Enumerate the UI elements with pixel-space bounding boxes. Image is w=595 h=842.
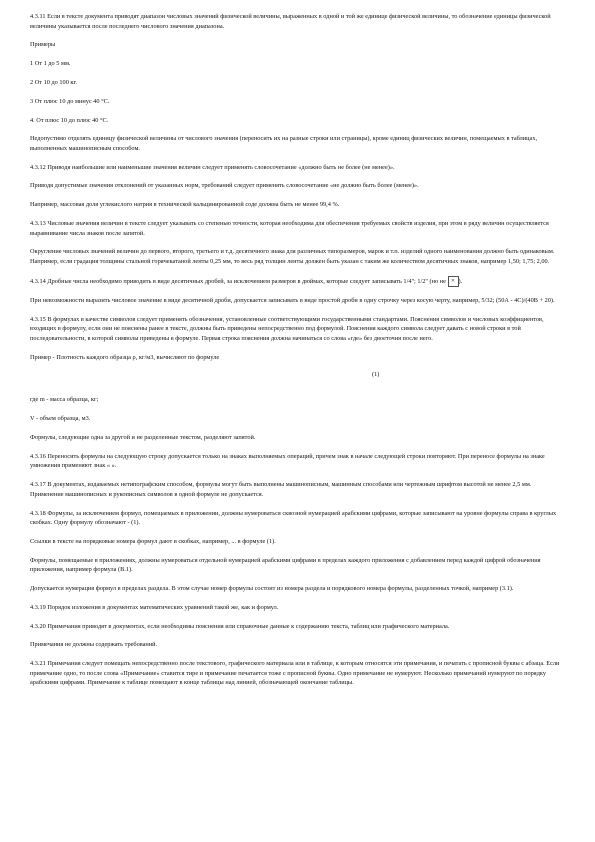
paragraph-formulas-comma: Формулы, следующие одна за другой и не разделенные текстом, разделяют запятой. [30,434,256,442]
paragraph-4-3-21: 4.3.21 Примечания следует помещать непосредственно после текстового, графического материала или в таблице, к которым относятся эти примечания, и печатать с прописной буквы с абзаца. Если примечание одно, то после слова «Примечание» ставится тире и примечание печатается тоже с прописной буквы. Одно примечание не нумеруют. Несколько примечаний нумеруют по порядку арабскими цифрами. Примечание к таблице помещают в конце таблицы над линией, обозначающей окончание таблицы. [30,660,560,687]
example-2: 2 От 10 до 100 кг. [30,78,77,86]
paragraph-4-3-11: 4.3.11 Если в тексте документа приводят диапазон числовых значений физической величины, выраженных в одной и той же единице физической величины, то обозначение единицы физической величины указывается после последнего числового значения диапазона. [30,13,551,30]
paragraph-4-3-12: 4.3.12 Приводя наибольшие или наименьшие значения величин следует применять словосочетание «должно быть не более (не менее)». [30,163,395,171]
paragraph-deviations: Приводя допустимые значения отклонений от указанных норм, требований следует применять словосочетание «не должно быть более (менее)». [30,182,419,190]
broken-image-icon: ✕ [448,276,459,287]
paragraph-4-3-17: 4.3.17 В документах, издаваемых нетипографским способом, формулы могут быть выполнены машинописным, машинным способами или чертежным шрифтом высотой не менее 2,5 мм. Применение машинописных и рукописных символов в одной формуле не допускается. [30,481,532,498]
formula-explanation-v: V - объем образца, м3. [30,415,91,423]
paragraph-simple-fraction: При невозможности выразить числовое значение в виде десятичной дроби, допускается записывать в виде простой дроби в одну строчку через косую черту, например, 5/32; (50А - 4С)/(40В + 20). [30,296,555,304]
paragraph-formula-references: Ссылки в тексте на порядковые номера формул дают в скобках, например, ... в формуле (1). [30,537,276,545]
example-4: 4. От плюс 10 до плюс 40 °С. [30,116,109,124]
example-3: 3 От плюс 10 до минус 40 °С. [30,97,110,105]
paragraph-density-example: Пример - Плотность каждого образца ρ, кг/м3, вычисляют по формуле [30,353,220,361]
paragraph-4-3-18: 4.3.18 Формулы, за исключением формул, помещаемых в приложении, должны нумероваться сквозной нумерацией арабскими цифрами, которые записывают на уровне формулы справа в круглых скобках. Одну формулу обозначают - (1). [30,509,557,527]
paragraph-4-3-20: 4.3.20 Примечания приводят в документах, если необходимы пояснения или справочные данные к содержанию текста, таблиц или графического материала. [30,622,450,630]
paragraph-appendix-formulas: Формулы, помещаемые в приложениях, должны нумероваться отдельной нумерацией арабскими цифрами в пределах каждого приложения с добавлением перед каждой цифрой обозначения приложения, например формула (В.1). [30,556,541,574]
paragraph-section-numbering: Допускается нумерация формул в пределах раздела. В этом случае номер формулы состоит из номера раздела и порядкового номера формулы, разделенных точкой, например (3.1). [30,585,514,593]
paragraph-4-3-13: 4.3.13 Числовые значения величин в тексте следует указывать со степенью точности, которая необходима для обеспечения требуемых свойств изделия, при этом в ряду величин осуществляется выравнивание числа знаков после запятой. [30,220,549,237]
paragraph-4-3-19: 4.3.19 Порядок изложения в документах математических уравнений такой же, как и формул. [30,603,279,611]
example-1: 1 От 1 до 5 мм. [30,60,71,68]
examples-heading: Примеры [30,41,56,49]
paragraph-4-3-15: 4.3.15 В формулах в качестве символов следует применять обозначения, установленные соответствующими государственными стандартами. Пояснения символов и числовых коэффициентов, входящих в формулу, если они не пояснены ранее в тексте, должны быть приведены непосредственно под формулой. Пояснения каждого символа следует давать с новой строки в той последовательности, в которой символы приведены в формуле. Первая строка пояснения должна начинаться со слова «где» без двоеточия после него. [30,315,544,342]
paragraph-4-3-14 [30,276,565,287]
paragraph-4-3-16: 4.3.16 Переносить формулы на следующую строку допускается только на знаках выполняемых операций, причем знак в начале следующей строки повторяют. При переносе формулы на знаке умножения применяют знак « ». [30,452,545,470]
formula-row [30,371,565,383]
paragraph-no-requirements: Примечания не должны содержать требований. [30,641,158,649]
paragraph-rounding: Округление числовых значений величин до первого, второго, третьего и т.д. десятичного знака для различных типоразмеров, марок и т.п. изделий одного наименования должно быть одинаковым. Например, если градация толщины стальной горячекатаной ленты 0,25 мм, то весь ряд толщин ленты должен быть указан с таким же количеством десятичных знаков, например 1,50; 1,75; 2,00. [30,248,555,265]
document-body [30,12,565,697]
formula-number: (1) [372,371,380,379]
formula-explanation-m: где m - масса образца, кг; [30,396,99,404]
paragraph-soda-example: Например, массовая доля углекислого натрия в технической кальцинированной соде должна быть не менее 99,4 %. [30,201,340,209]
paragraph-4-3-14-tail: ). [458,277,463,285]
paragraph-unit-separation: Недопустимо отделять единицу физической величины от числового значения (переносить их на разные строки или страницы), кроме единиц физических величин, помещаемых в таблицах, выполненных машинописным способом. [30,135,538,152]
paragraph-4-3-14-text: 4.3.14 Дробные числа необходимо приводить в виде десятичных дробей, за исключением размеров в дюймах, которые следует записывать 1/4"; 1/2" (но не [30,277,448,285]
